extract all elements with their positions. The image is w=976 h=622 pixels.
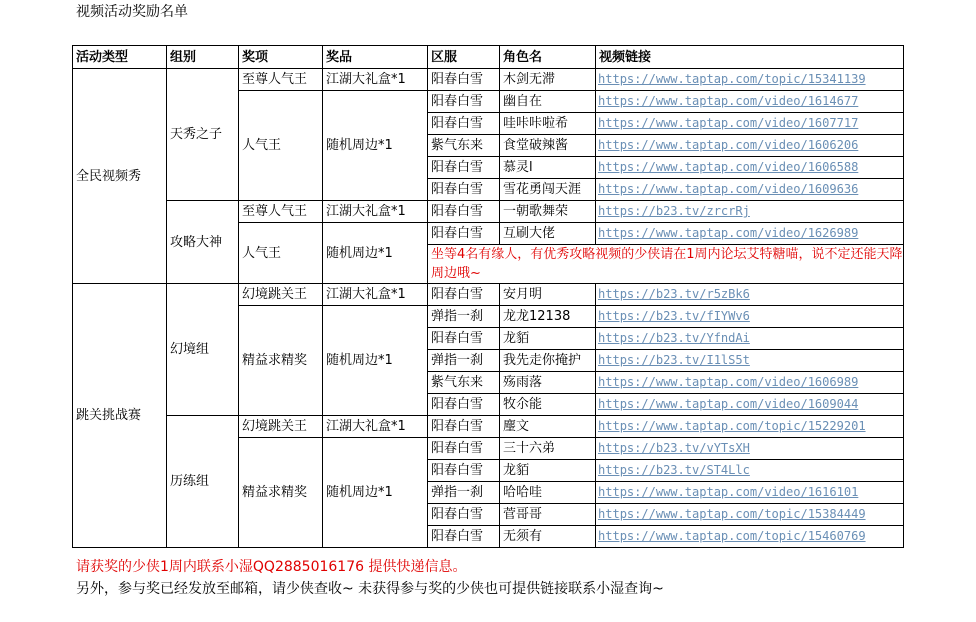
- video-link[interactable]: https://b23.tv/zrcrRj: [598, 204, 750, 218]
- award-cell: 至尊人气王: [239, 201, 323, 223]
- video-link[interactable]: https://www.taptap.com/topic/15229201: [598, 419, 866, 433]
- role-cell: 木剑无滞: [500, 69, 596, 91]
- activity-cell: 跳关挑战赛: [73, 284, 167, 548]
- link-cell: [596, 91, 904, 113]
- prize-cell: 江湖大礼盒*1: [323, 201, 428, 223]
- award-cell: 幻境跳关王: [239, 284, 323, 306]
- link-cell: [596, 416, 904, 438]
- header-row: [73, 46, 904, 69]
- role-cell: 安月明: [500, 284, 596, 306]
- prize-cell: 江湖大礼盒*1: [323, 284, 428, 306]
- server-cell: 阳春白雪: [428, 284, 500, 306]
- video-link[interactable]: https://www.taptap.com/video/1607717: [598, 116, 859, 130]
- prize-cell: 随机周边*1: [323, 91, 428, 201]
- link-cell: [596, 306, 904, 328]
- contact-notice: 请获奖的少侠1周内联系小湿QQ2885016176 提供快递信息。: [76, 559, 467, 575]
- table-row: [73, 416, 904, 438]
- video-link[interactable]: https://www.taptap.com/video/1606989: [598, 375, 859, 389]
- table-row: [73, 201, 904, 223]
- role-cell: 我先走你掩护: [500, 350, 596, 372]
- video-link[interactable]: https://www.taptap.com/video/1606588: [598, 160, 859, 174]
- server-cell: 阳春白雪: [428, 438, 500, 460]
- link-cell: [596, 223, 904, 245]
- header-role-name: 角色名: [500, 46, 596, 69]
- role-cell: 麈文: [500, 416, 596, 438]
- video-link[interactable]: https://b23.tv/fIYWv6: [598, 309, 750, 323]
- video-link[interactable]: https://www.taptap.com/video/1614677: [598, 94, 859, 108]
- role-cell: 幽自在: [500, 91, 596, 113]
- role-cell: 无须有: [500, 526, 596, 548]
- role-cell: 殇雨落: [500, 372, 596, 394]
- group-cell: 幻境组: [167, 284, 239, 416]
- award-cell: 人气王: [239, 91, 323, 201]
- role-cell: 互刷大佬: [500, 223, 596, 245]
- role-cell: 一朝歌舞荣: [500, 201, 596, 223]
- video-link[interactable]: https://www.taptap.com/topic/15460769: [598, 529, 866, 543]
- server-cell: 紫气东来: [428, 135, 500, 157]
- link-cell: [596, 438, 904, 460]
- video-link[interactable]: https://b23.tv/YfndAi: [598, 331, 750, 345]
- server-cell: 阳春白雪: [428, 223, 500, 245]
- server-cell: 阳春白雪: [428, 69, 500, 91]
- header-group: 组别: [167, 46, 239, 69]
- link-cell: [596, 157, 904, 179]
- role-cell: 慕灵l: [500, 157, 596, 179]
- server-cell: 阳春白雪: [428, 394, 500, 416]
- link-cell: [596, 526, 904, 548]
- link-cell: [596, 328, 904, 350]
- prize-cell: 随机周边*1: [323, 306, 428, 416]
- link-cell: [596, 284, 904, 306]
- table-note: 坐等4名有缘人，有优秀攻略视频的少侠请在1周内论坛艾特糖喵，说不定还能天降周边哦~: [428, 245, 904, 284]
- video-link[interactable]: https://b23.tv/vYTsXH: [598, 441, 750, 455]
- link-cell: [596, 504, 904, 526]
- server-cell: 阳春白雪: [428, 504, 500, 526]
- link-cell: [596, 69, 904, 91]
- role-cell: 牧尒能: [500, 394, 596, 416]
- link-cell: [596, 394, 904, 416]
- server-cell: 阳春白雪: [428, 416, 500, 438]
- server-cell: 阳春白雪: [428, 201, 500, 223]
- video-link[interactable]: https://www.taptap.com/video/1606206: [598, 138, 859, 152]
- award-cell: 人气王: [239, 223, 323, 284]
- video-link[interactable]: https://www.taptap.com/video/1609044: [598, 397, 859, 411]
- role-cell: 龙貊: [500, 460, 596, 482]
- role-cell: 食堂破辣酱: [500, 135, 596, 157]
- video-link[interactable]: https://b23.tv/I1lS5t: [598, 353, 750, 367]
- link-cell: [596, 460, 904, 482]
- table-row: [73, 284, 904, 306]
- link-cell: [596, 350, 904, 372]
- link-cell: [596, 482, 904, 504]
- server-cell: 紫气东来: [428, 372, 500, 394]
- link-cell: [596, 372, 904, 394]
- header-activity-type: 活动类型: [73, 46, 167, 69]
- server-cell: 阳春白雪: [428, 460, 500, 482]
- prize-cell: 江湖大礼盒*1: [323, 416, 428, 438]
- activity-cell: 全民视频秀: [73, 69, 167, 284]
- video-link[interactable]: https://www.taptap.com/topic/15341139: [598, 72, 866, 86]
- role-cell: 龙龙12138: [500, 306, 596, 328]
- header-video-link: 视频链接: [596, 46, 904, 69]
- video-link[interactable]: https://www.taptap.com/video/1626989: [598, 226, 859, 240]
- header-server: 区服: [428, 46, 500, 69]
- page-title: 视频活动奖励名单: [76, 4, 188, 20]
- role-cell: 龙貊: [500, 328, 596, 350]
- prize-cell: 随机周边*1: [323, 438, 428, 548]
- server-cell: 弹指一刹: [428, 306, 500, 328]
- group-cell: 攻略大神: [167, 201, 239, 284]
- video-link[interactable]: https://b23.tv/r5zBk6: [598, 287, 750, 301]
- link-cell: [596, 201, 904, 223]
- server-cell: 阳春白雪: [428, 328, 500, 350]
- participation-notice: 另外，参与奖已经发放至邮箱，请少侠查收~ 未获得参与奖的少侠也可提供链接联系小湿查询~: [76, 581, 664, 597]
- server-cell: 弹指一刹: [428, 482, 500, 504]
- link-cell: [596, 113, 904, 135]
- award-cell: 幻境跳关王: [239, 416, 323, 438]
- award-cell: 至尊人气王: [239, 69, 323, 91]
- prize-cell: 江湖大礼盒*1: [323, 69, 428, 91]
- video-link[interactable]: https://www.taptap.com/topic/15384449: [598, 507, 866, 521]
- role-cell: 三十六弟: [500, 438, 596, 460]
- award-cell: 精益求精奖: [239, 306, 323, 416]
- server-cell: 阳春白雪: [428, 157, 500, 179]
- header-award: 奖项: [239, 46, 323, 69]
- video-link[interactable]: https://www.taptap.com/video/1609636: [598, 182, 859, 196]
- award-table: [72, 45, 904, 548]
- role-cell: 雪花勇闯天涯: [500, 179, 596, 201]
- role-cell: 菅哥哥: [500, 504, 596, 526]
- video-link[interactable]: https://www.taptap.com/video/1616101: [598, 485, 859, 499]
- server-cell: 阳春白雪: [428, 179, 500, 201]
- award-cell: 精益求精奖: [239, 438, 323, 548]
- server-cell: 弹指一刹: [428, 350, 500, 372]
- group-cell: 天秀之子: [167, 69, 239, 201]
- header-prize: 奖品: [323, 46, 428, 69]
- server-cell: 阳春白雪: [428, 113, 500, 135]
- server-cell: 阳春白雪: [428, 526, 500, 548]
- table-row: [73, 69, 904, 91]
- link-cell: [596, 179, 904, 201]
- server-cell: 阳春白雪: [428, 91, 500, 113]
- group-cell: 历练组: [167, 416, 239, 548]
- role-cell: 哈哈哇: [500, 482, 596, 504]
- role-cell: 哇咔咔啦希: [500, 113, 596, 135]
- video-link[interactable]: https://b23.tv/ST4Llc: [598, 463, 750, 477]
- link-cell: [596, 135, 904, 157]
- prize-cell: 随机周边*1: [323, 223, 428, 284]
